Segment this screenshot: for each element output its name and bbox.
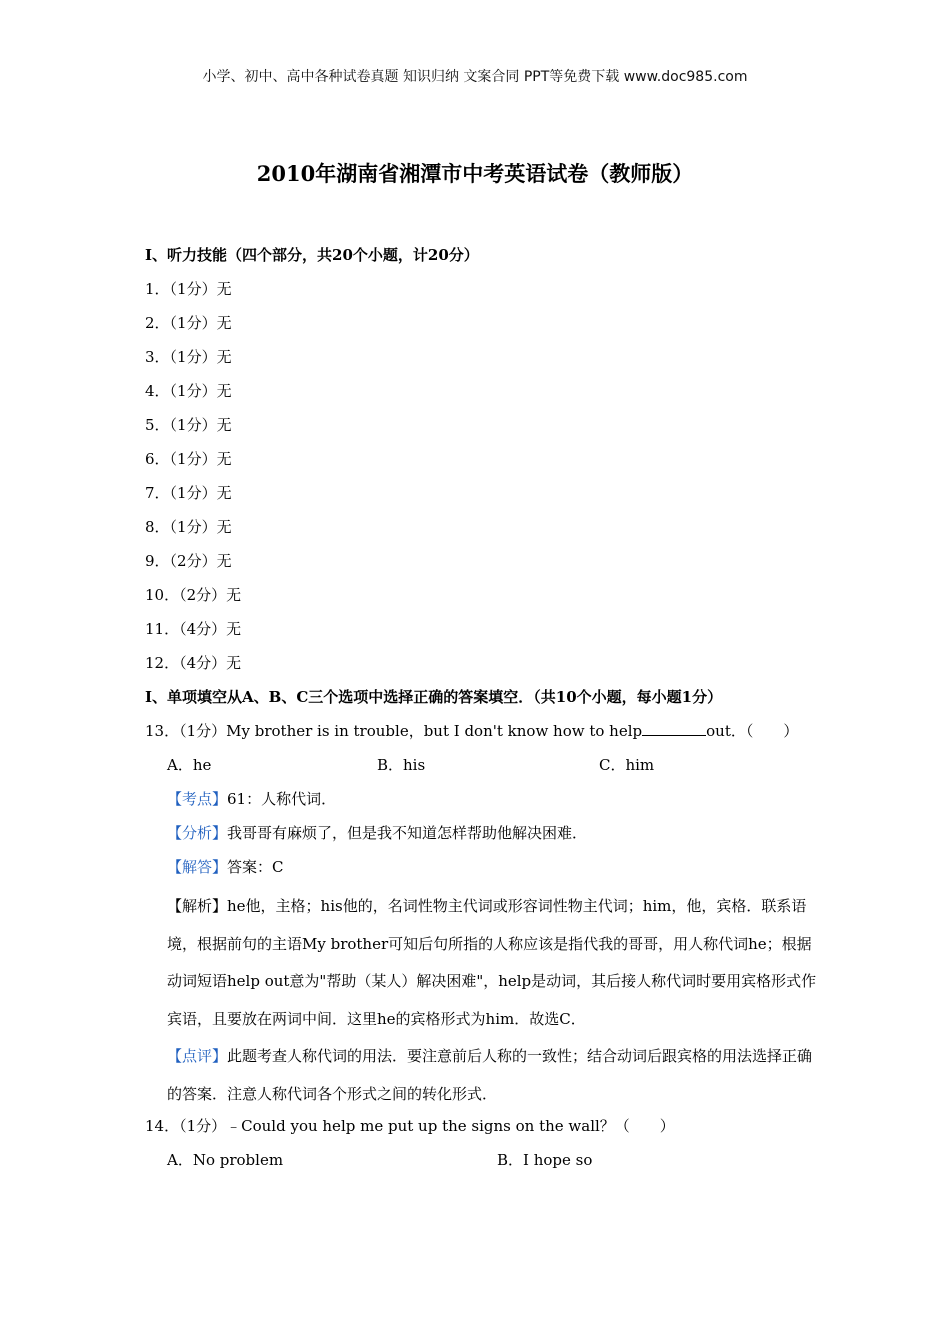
jieda-row (145, 854, 825, 888)
jieda-text: 答案：C (227, 858, 284, 876)
list-item: 7．（1分）无 (145, 484, 232, 502)
page-title: 2010年湖南省湘潭市中考英语试卷（教师版） (256, 161, 694, 186)
dianping-tag: 【点评】 (167, 1047, 228, 1065)
list-item: 2．（1分）无 (145, 314, 232, 332)
option-a: A．he (167, 756, 212, 774)
list-item: 6．（1分）无 (145, 450, 232, 468)
fenxi-tag: 【分析】 (167, 824, 228, 842)
fenxi-row (145, 820, 825, 854)
list-item: 10．（2分）无 (145, 586, 242, 604)
dianping-text: 此题考查人称代词的用法．要注意前后人称的一致性；结合动词后跟宾格的用法选择正确的答案．注意人称代词各个形式之间的转化形式． (167, 1047, 813, 1103)
fenxi-text: 我哥哥有麻烦了，但是我不知道怎样帮助他解决困难． (227, 824, 588, 842)
question-13-stem-before: 13．（1分）My brother is in trouble，but I don't know how to help (145, 722, 643, 740)
option-b: B．I hope so (497, 1151, 593, 1169)
list-item: 8．（1分）无 (145, 518, 232, 536)
list-item: 3．（1分）无 (145, 348, 232, 366)
section-heading-single-choice: I、单项填空从A、B、C三个选项中选择正确的答案填空．（共10个小题，每小题1分） (145, 688, 723, 706)
jiexi-paragraph (145, 888, 825, 1038)
page-header: 小学、初中、高中各种试卷真题 知识归纳 文案合同 PPT等免费下载 www.doc985.com (202, 69, 748, 85)
list-item: 4．（1分）无 (145, 382, 232, 400)
question-14-options (145, 1147, 825, 1181)
answer-blank (642, 719, 706, 736)
option-a: A．No problem (167, 1151, 284, 1169)
dianping-paragraph (145, 1038, 825, 1113)
list-item: 12．（4分）无 (145, 654, 242, 672)
kaodian-row (145, 786, 825, 820)
question-14-stem: 14．（1分）﹣Could you help me put up the signs on the wall？（ ） (145, 1117, 675, 1135)
question-13-stem-after: out．（ ） (706, 722, 799, 740)
jieda-tag: 【解答】 (167, 858, 228, 876)
kaodian-text: 61：人称代词． (227, 790, 337, 808)
option-c: C．him (599, 756, 655, 774)
question-13-stem (145, 718, 825, 752)
list-item: 1．（1分）无 (145, 280, 232, 298)
list-item: 11．（4分）无 (145, 620, 242, 638)
listening-items (145, 276, 825, 684)
jiexi-text: he他，主格；his他的，名词性物主代词或形容词性物主代词；him，他，宾格．联系语境，根据前句的主语My brother可知后句所指的人称应该是指代我的哥哥，用人称代词he；根据动词短语help out意为"帮助（某人）解决困难"，help是动词，其后接人称代词时要用宾格形式作宾语，且要放在两词中间．这里he的宾格形式为him．故选C． (167, 897, 817, 1028)
section-heading-listening: I、听力技能（四个部分，共20个小题，计20分） (145, 246, 479, 264)
question-13-options (145, 752, 825, 786)
jiexi-tag: 【解析】 (167, 897, 228, 915)
document-body (145, 242, 825, 1181)
list-item: 5．（1分）无 (145, 416, 232, 434)
kaodian-tag: 【考点】 (167, 790, 228, 808)
list-item: 9．（2分）无 (145, 552, 232, 570)
option-b: B．his (377, 756, 426, 774)
